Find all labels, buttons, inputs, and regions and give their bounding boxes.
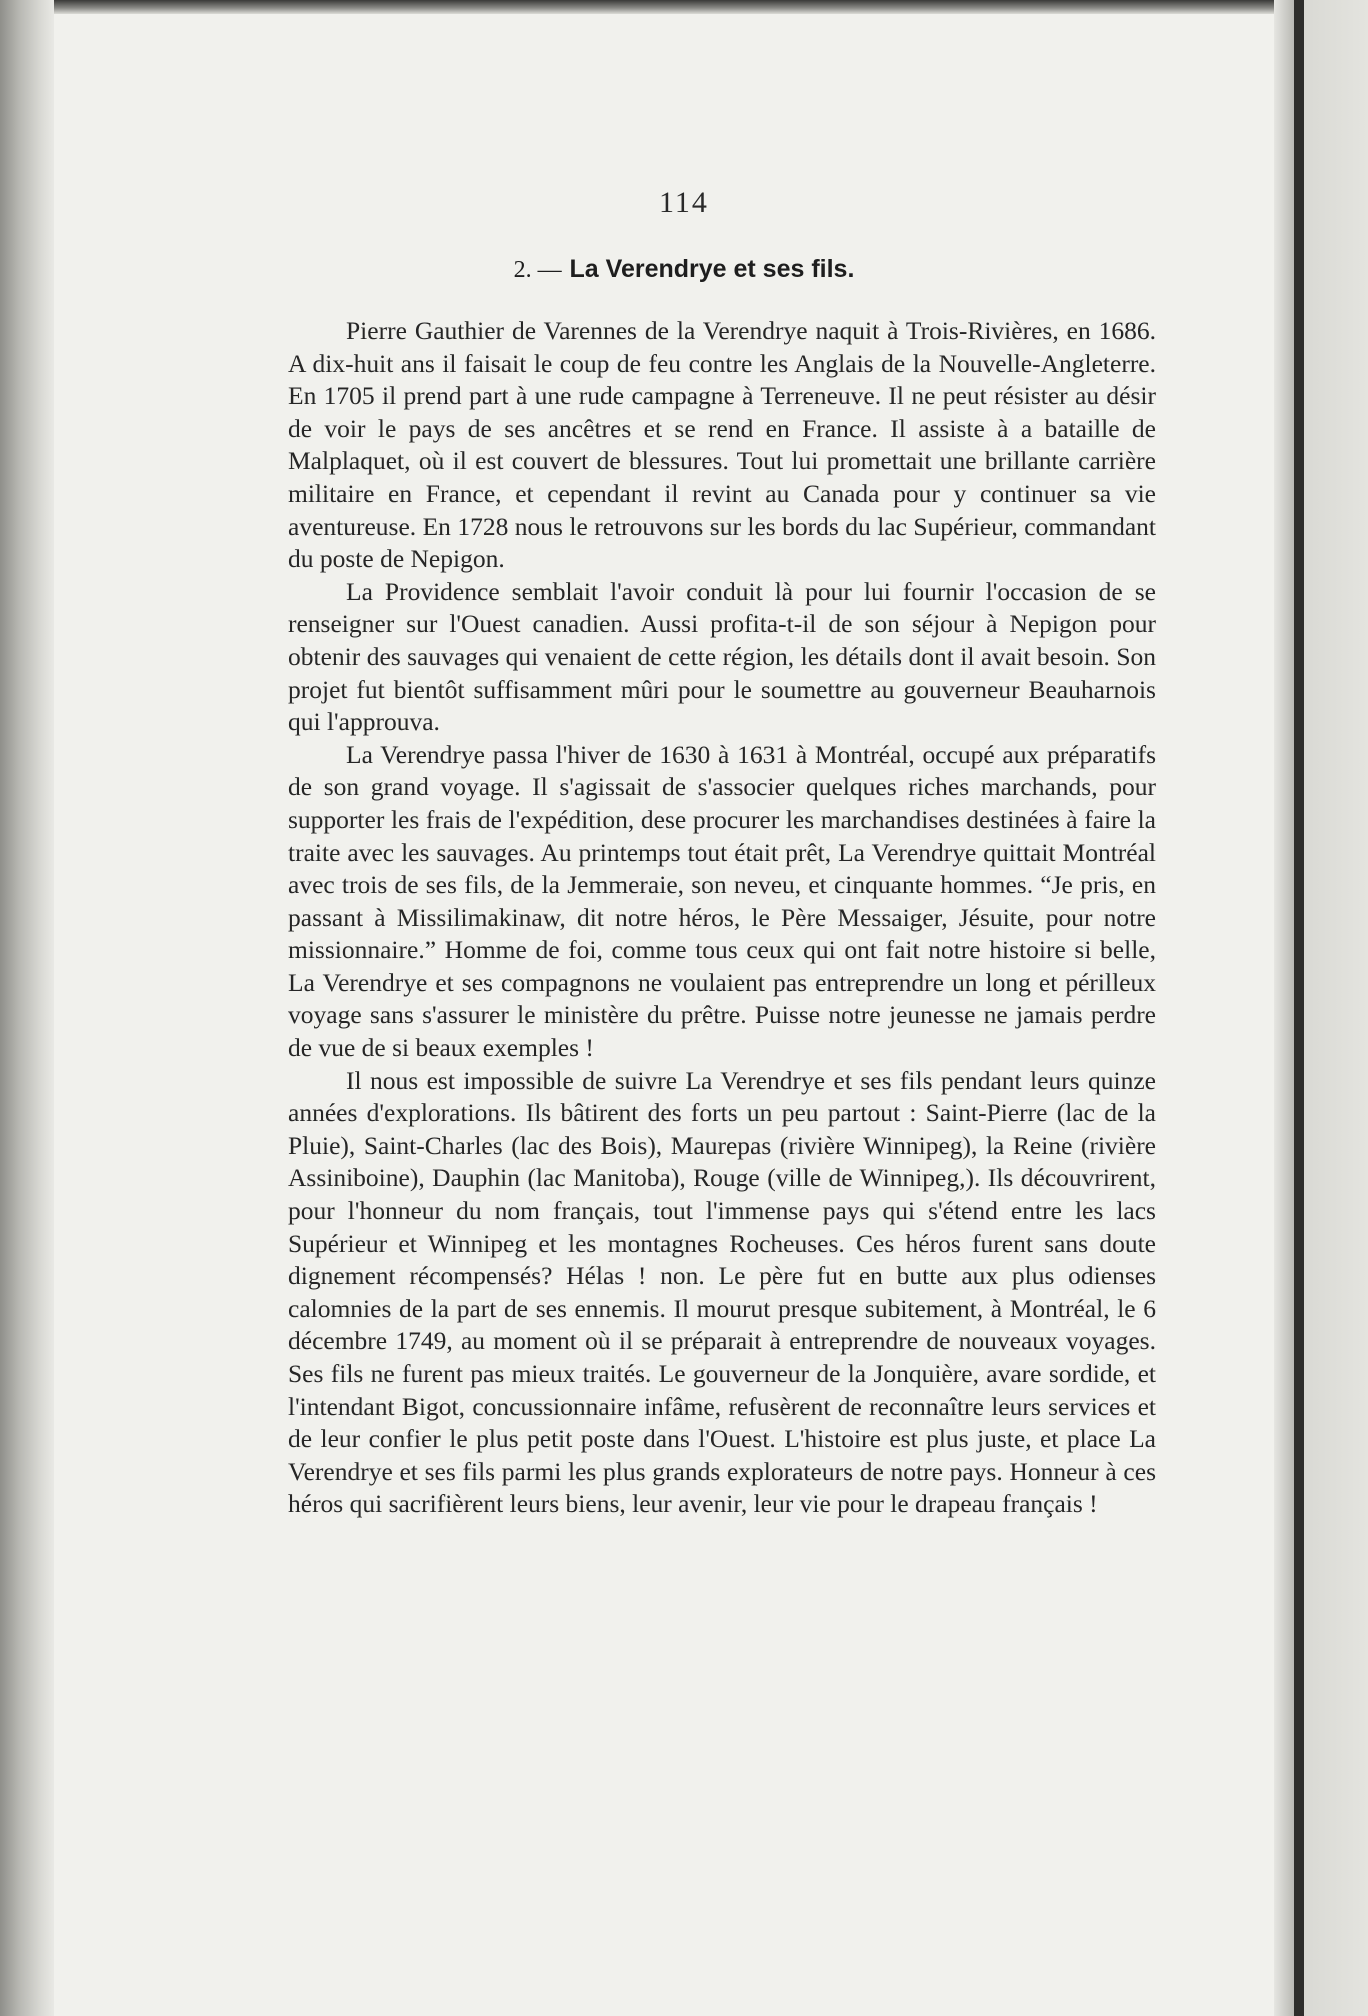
book-spine-strip: [1294, 0, 1304, 2016]
section-heading: [0, 254, 1368, 284]
body-text: [288, 315, 1156, 1521]
scan-top-edge: [0, 0, 1368, 14]
page-number: 114: [659, 186, 709, 219]
paragraph: La Providence semblait l'avoir conduit là pour lui fournir l'occasion de se renseigner sur l'Ouest canadien. Aussi profita-t-il de son séjour à Nepigon pour obtenir des sauvages qui venaient de cette région, les détails dont il avait besoin. Son projet fut bientôt suffisamment mûri pour le soumettre au gouverneur Beauharnois qui l'approuva.: [288, 576, 1156, 737]
section-number: 2. —: [513, 257, 562, 283]
section-title: La Verendrye et ses fils.: [569, 255, 855, 283]
adjacent-page-edge: [1304, 0, 1368, 2016]
paragraph: La Verendrye passa l'hiver de 1630 à 1631 à Montréal, occupé aux préparatifs de son grand voyage. Il s'agissait de s'associer quelques riches marchands, pour supporter les frais de l'expédition, dese procurer les marchandises destinées à faire la traite avec les sauvages. Au printemps tout était prêt, La Verendrye quittait Montréal avec trois de ses fils, de la Jemmeraie, son neveu, et cinquante hommes. “Je pris, en passant à Missilimakinaw, dit notre héros, le Père Messaiger, Jésuite, pour notre missionnaire.” Homme de foi, comme tous ceux qui ont fait notre histoire si belle, La Verendrye et ses compagnons ne voulaient pas entreprendre un long et périlleux voyage sans s'assurer le ministère du prêtre. Puisse notre jeunesse ne jamais perdre de vue de si beaux exemples !: [288, 739, 1156, 1063]
page-gutter-shadow: [1274, 0, 1294, 2016]
paragraph: Il nous est impossible de suivre La Verendrye et ses fils pendant leurs quinze années d'explorations. Ils bâtirent des forts un peu partout : Saint-Pierre (lac de la Pluie), Saint-Charles (lac des Bois), Maurepas (rivière Winnipeg), la Reine (rivière Assiniboine), Dauphin (lac Manitoba), Rouge (ville de Winnipeg,). Ils découvrirent, pour l'honneur du nom français, tout l'immense pays qui s'étend entre les lacs Supérieur et Winnipeg et les montagnes Rocheuses. Ces héros furent sans doute dignement récompensés? Hélas ! non. Le père fut en butte aux plus odienses calomnies de la part de ses ennemis. Il mourut presque subitement, à Montréal, le 6 décembre 1749, au moment où il se préparait à entreprendre de nouveaux voyages. Ses fils ne furent pas mieux traités. Le gouverneur de la Jonquière, avare sordide, et l'intendant Bigot, concussionnaire infâme, refusèrent de reconnaître leurs services et de leur confier le plus petit poste dans l'Ouest. L'histoire est plus juste, et place La Verendrye et ses fils parmi les plus grands explorateurs de notre pays. Honneur à ces héros qui sacrifièrent leurs biens, leur avenir, leur vie pour le drapeau français !: [288, 1065, 1156, 1519]
scan-left-edge: [0, 0, 54, 2016]
paragraph: Pierre Gauthier de Varennes de la Verendrye naquit à Trois-Rivières, en 1686. A dix-huit ans il faisait le coup de feu contre les Anglais de la Nouvelle-Angleterre. En 1705 il prend part à une rude campagne à Terreneuve. Il ne peut résister au désir de voir le pays de ses ancêtres et se rend en France. Il assiste à a bataille de Malplaquet, où il est couvert de blessures. Tout lui promettait une brillante carrière militaire en France, et cependant il revint au Canada pour y continuer sa vie aventureuse. En 1728 nous le retrouvons sur les bords du lac Supérieur, commandant du poste de Nepigon.: [288, 316, 1156, 574]
